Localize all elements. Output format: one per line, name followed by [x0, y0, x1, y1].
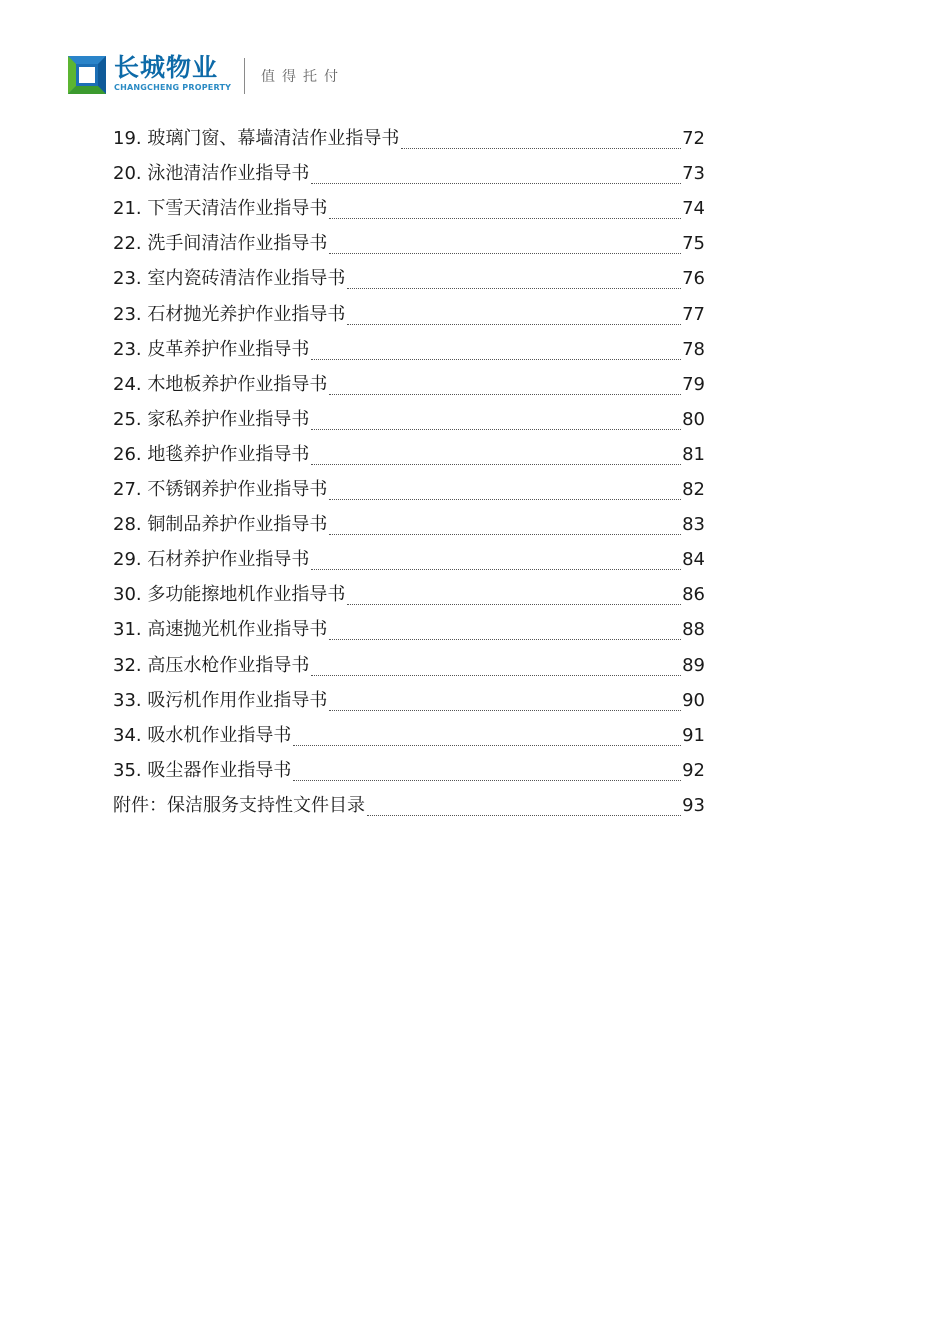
- toc-entry-title: 32. 高压水枪作业指导书: [113, 654, 310, 676]
- toc-entry[interactable]: [113, 504, 705, 539]
- toc-entry-page-number: 80: [682, 408, 705, 430]
- toc-entry[interactable]: [113, 188, 705, 223]
- toc-dot-leader: [347, 287, 681, 289]
- toc-entry-title: 23. 室内瓷砖清洁作业指导书: [113, 268, 346, 290]
- table-of-contents: [113, 118, 705, 820]
- toc-entry-page-number: 79: [682, 373, 705, 395]
- toc-entry[interactable]: [113, 574, 705, 609]
- toc-entry-page-number: 84: [682, 549, 705, 571]
- toc-entry-page-number: 77: [682, 303, 705, 325]
- toc-entry-page-number: 91: [682, 724, 705, 746]
- toc-entry-title: 20. 泳池清洁作业指导书: [113, 163, 310, 185]
- toc-entry[interactable]: [113, 434, 705, 469]
- company-logo-text: [114, 54, 231, 93]
- toc-entry[interactable]: [113, 469, 705, 504]
- toc-entry-title: 19. 玻璃门窗、幕墙清洁作业指导书: [113, 128, 400, 150]
- toc-entry-title: 附件：保洁服务支持性文件目录: [113, 794, 365, 816]
- toc-entry[interactable]: [113, 329, 705, 364]
- toc-dot-leader: [329, 638, 681, 640]
- toc-entry-title: 23. 石材抛光养护作业指导书: [113, 303, 346, 325]
- company-slogan: 值得托付: [261, 69, 345, 85]
- toc-entry-title: 31. 高速抛光机作业指导书: [113, 619, 328, 641]
- toc-entry[interactable]: [113, 223, 705, 258]
- toc-entry[interactable]: [113, 680, 705, 715]
- toc-dot-leader: [329, 533, 681, 535]
- toc-entry-page-number: 81: [682, 443, 705, 465]
- toc-entry-page-number: 93: [682, 794, 705, 816]
- toc-entry[interactable]: [113, 364, 705, 399]
- toc-entry-page-number: 82: [682, 479, 705, 501]
- company-name-cn: 长城物业: [114, 53, 219, 82]
- toc-entry[interactable]: [113, 539, 705, 574]
- toc-entry-page-number: 74: [682, 198, 705, 220]
- toc-entry[interactable]: [113, 293, 705, 328]
- toc-entry[interactable]: [113, 750, 705, 785]
- page-header: [68, 52, 388, 98]
- toc-dot-leader: [329, 498, 681, 500]
- toc-dot-leader: [367, 814, 681, 816]
- toc-entry-title: 22. 洗手间清洁作业指导书: [113, 233, 328, 255]
- toc-entry-title: 26. 地毯养护作业指导书: [113, 443, 310, 465]
- toc-entry-title: 29. 石材养护作业指导书: [113, 549, 310, 571]
- toc-entry-title: 35. 吸尘器作业指导书: [113, 759, 292, 781]
- toc-dot-leader: [329, 252, 681, 254]
- toc-entry-page-number: 78: [682, 338, 705, 360]
- toc-entry-title: 33. 吸污机作用作业指导书: [113, 689, 328, 711]
- toc-dot-leader: [311, 568, 681, 570]
- toc-entry-title: 27. 不锈钢养护作业指导书: [113, 479, 328, 501]
- toc-entry-page-number: 92: [682, 759, 705, 781]
- toc-entry[interactable]: [113, 644, 705, 679]
- toc-dot-leader: [293, 779, 681, 781]
- toc-entry-title: 25. 家私养护作业指导书: [113, 408, 310, 430]
- toc-entry[interactable]: [113, 153, 705, 188]
- toc-dot-leader: [329, 217, 681, 219]
- toc-dot-leader: [347, 323, 681, 325]
- toc-entry-page-number: 86: [682, 584, 705, 606]
- toc-dot-leader: [311, 182, 681, 184]
- toc-entry-page-number: 88: [682, 619, 705, 641]
- toc-dot-leader: [311, 674, 681, 676]
- toc-entry-page-number: 73: [682, 163, 705, 185]
- toc-entry-title: 23. 皮革养护作业指导书: [113, 338, 310, 360]
- toc-entry[interactable]: [113, 399, 705, 434]
- toc-entry-page-number: 90: [682, 689, 705, 711]
- toc-entry-page-number: 72: [682, 128, 705, 150]
- toc-entry-page-number: 89: [682, 654, 705, 676]
- toc-dot-leader: [311, 358, 681, 360]
- toc-entry[interactable]: [113, 715, 705, 750]
- toc-entry-page-number: 76: [682, 268, 705, 290]
- toc-entry-title: 21. 下雪天清洁作业指导书: [113, 198, 328, 220]
- toc-dot-leader: [311, 463, 681, 465]
- toc-dot-leader: [311, 428, 681, 430]
- toc-entry-page-number: 83: [682, 514, 705, 536]
- toc-entry[interactable]: [113, 118, 705, 153]
- toc-dot-leader: [329, 393, 681, 395]
- toc-entry-title: 30. 多功能擦地机作业指导书: [113, 584, 346, 606]
- toc-entry-page-number: 75: [682, 233, 705, 255]
- toc-entry-title: 28. 铜制品养护作业指导书: [113, 514, 328, 536]
- toc-dot-leader: [347, 603, 681, 605]
- toc-entry[interactable]: [113, 609, 705, 644]
- header-divider: [244, 58, 245, 94]
- toc-entry[interactable]: [113, 785, 705, 820]
- company-name-en: CHANGCHENG PROPERTY: [114, 83, 232, 92]
- toc-entry-title: 24. 木地板养护作业指导书: [113, 373, 328, 395]
- toc-dot-leader: [293, 744, 681, 746]
- toc-dot-leader: [401, 147, 681, 149]
- square-frame-logo-icon: [68, 56, 106, 94]
- toc-entry-title: 34. 吸水机作业指导书: [113, 724, 292, 746]
- toc-dot-leader: [329, 709, 681, 711]
- toc-entry[interactable]: [113, 258, 705, 293]
